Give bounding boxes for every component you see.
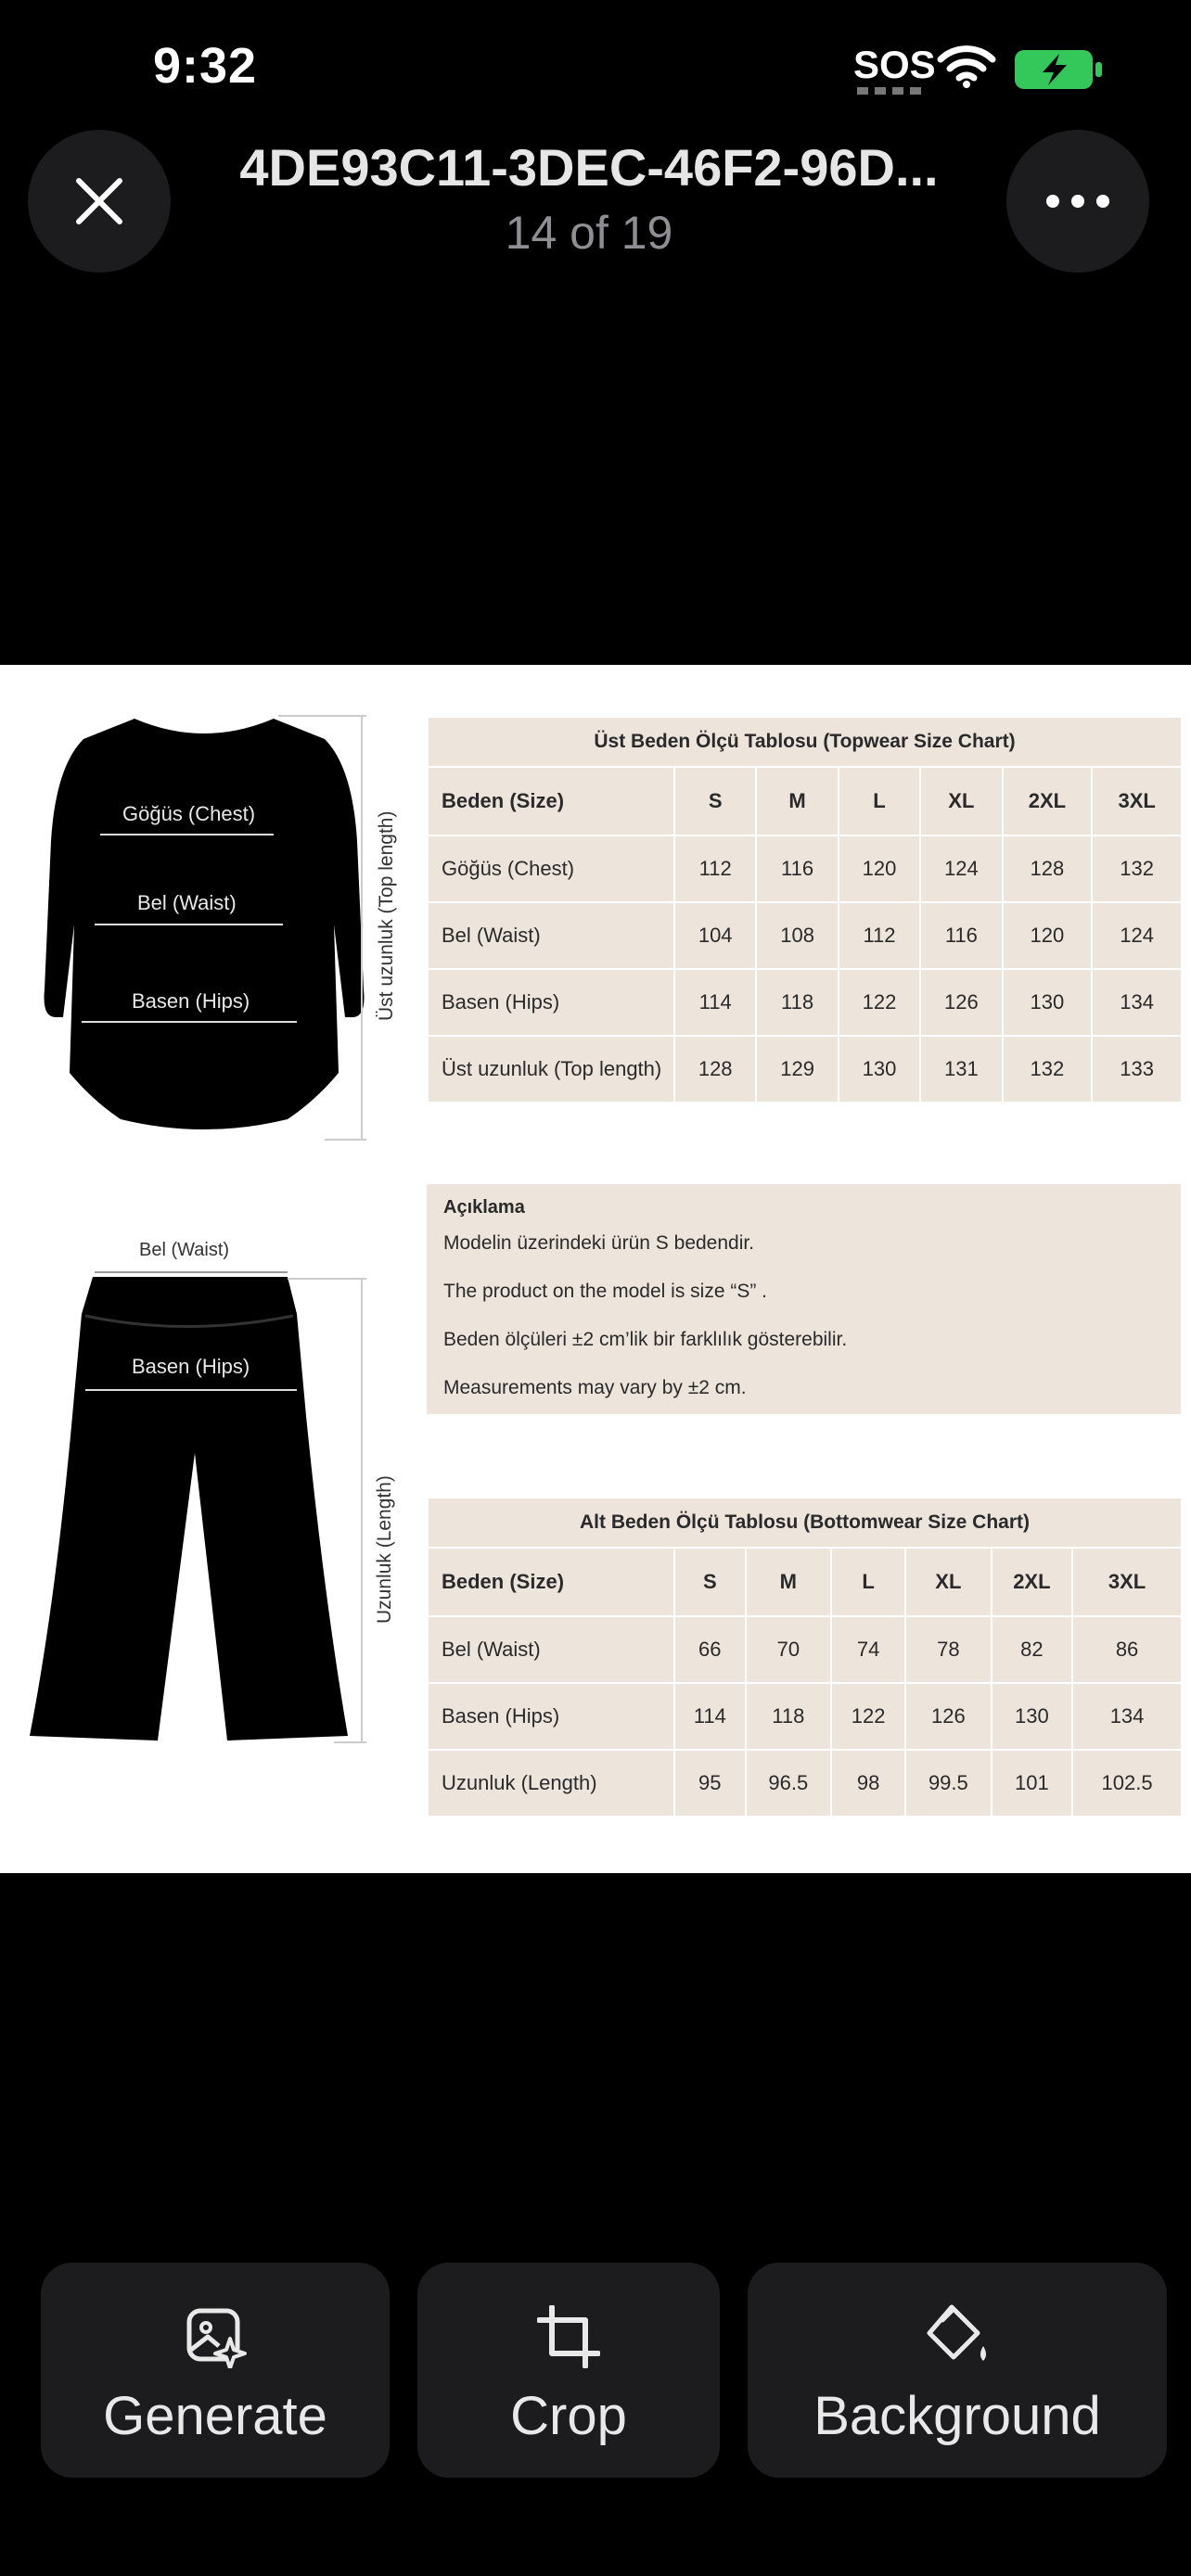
table-header-cell: M [756,767,838,835]
bottom-length-label: Uzunluk (Length) [374,1475,395,1624]
table-cell: 66 [674,1616,746,1683]
table-cell: 130 [839,1036,920,1103]
table-cell: 101 [992,1750,1072,1817]
table-row [428,1036,1182,1103]
background-button[interactable] [748,2263,1167,2478]
status-bar [0,0,1191,139]
table-header-cell: 3XL [1072,1548,1182,1616]
table-cell: 120 [839,835,920,902]
table-cell: 99.5 [905,1750,992,1817]
table-cell: 114 [674,1683,746,1750]
description-line: Beden ölçüleri ±2 cm’lik bir farklılık gösterebilir. [443,1329,848,1350]
table-cell: 98 [831,1750,905,1817]
table-header-cell: XL [920,767,1002,835]
photo-title: 4DE93C11-3DEC-46F2-96D... [239,138,939,197]
table-header-cell: Beden (Size) [428,767,674,835]
table-cell: Bel (Waist) [428,1616,674,1683]
table-row [428,1683,1182,1750]
photo-image[interactable] [0,665,1191,1873]
signal-dots-icon [857,87,922,95]
table-cell: 114 [674,969,756,1036]
table-cell: 96.5 [746,1750,832,1817]
description-line: Modelin üzerindeki ürün S bedendir. [443,1232,755,1254]
wifi-icon [937,45,996,89]
status-time: 9:32 [153,38,258,94]
table-row [428,835,1182,902]
table-header-cell: Beden (Size) [428,1548,674,1616]
table-cell: 102.5 [1072,1750,1182,1817]
table-header-cell: S [674,1548,746,1616]
description-box [427,1184,1181,1414]
table-header-cell: 3XL [1092,767,1182,835]
more-button[interactable] [1006,130,1149,273]
table-cell: 116 [920,902,1002,969]
table-cell: Basen (Hips) [428,1683,674,1750]
table-cell: 126 [905,1683,992,1750]
bottomwear-size-chart [427,1497,1183,1817]
table-header-cell: 2XL [1003,767,1093,835]
bottom-garment-illustration [19,1268,390,1750]
generate-label: Generate [103,2386,327,2446]
table-cell: 133 [1092,1036,1182,1103]
table-cell: 112 [674,835,756,902]
table-cell: 82 [992,1616,1072,1683]
table-header-cell: L [831,1548,905,1616]
table-cell: 104 [674,902,756,969]
table-cell: 124 [1092,902,1182,969]
chest-label: Göğüs (Chest) [122,802,256,825]
table-cell: 70 [746,1616,832,1683]
hips-label: Basen (Hips) [132,989,250,1013]
sos-indicator: SOS [853,43,936,86]
ellipsis-icon [1045,194,1110,209]
table-cell: 131 [920,1036,1002,1103]
table-cell: 118 [756,969,838,1036]
table-cell: 78 [905,1616,992,1683]
table-cell: 130 [992,1683,1072,1750]
image-sparkle-icon [184,2305,247,2368]
table-cell: 118 [746,1683,832,1750]
crop-icon [537,2305,600,2368]
background-label: Background [813,2386,1101,2446]
description-title: Açıklama [443,1197,525,1218]
table-header-cell: M [746,1548,832,1616]
table-cell: 122 [839,969,920,1036]
table-cell: 124 [920,835,1002,902]
description-line: Measurements may vary by ±2 cm. [443,1377,747,1398]
table-row [428,969,1182,1036]
table-header-cell: XL [905,1548,992,1616]
topwear-chart-caption: Üst Beden Ölçü Tablosu (Topwear Size Chart) [428,717,1182,767]
table-cell: 126 [920,969,1002,1036]
table-cell: 116 [756,835,838,902]
table-cell: 132 [1003,1036,1093,1103]
crop-button[interactable] [417,2263,720,2478]
crop-label: Crop [510,2386,627,2446]
table-cell: 112 [839,902,920,969]
table-cell: 134 [1092,969,1182,1036]
table-cell: 129 [756,1036,838,1103]
table-cell: Basen (Hips) [428,969,674,1036]
top-length-label: Üst uzunluk (Top length) [376,810,397,1021]
table-row [428,902,1182,969]
table-cell: Uzunluk (Length) [428,1750,674,1817]
table-cell: Göğüs (Chest) [428,835,674,902]
table-cell: Üst uzunluk (Top length) [428,1036,674,1103]
table-cell: 134 [1072,1683,1182,1750]
table-cell: 95 [674,1750,746,1817]
bottom-waist-label: Bel (Waist) [139,1240,230,1260]
waist-label: Bel (Waist) [137,891,237,914]
topwear-size-chart [427,716,1183,1103]
photo-counter: 14 of 19 [505,207,673,259]
battery-charging-icon [1013,48,1104,91]
table-cell: 120 [1003,902,1093,969]
close-button[interactable] [28,130,171,273]
bottomwear-chart-caption: Alt Beden Ölçü Tablosu (Bottomwear Size Chart) [428,1498,1182,1548]
table-header-cell: 2XL [992,1548,1072,1616]
table-cell: 132 [1092,835,1182,902]
table-cell: 74 [831,1616,905,1683]
description-line: The product on the model is size “S” . [443,1281,767,1302]
table-header-cell: S [674,767,756,835]
close-icon [73,175,125,227]
table-cell: 108 [756,902,838,969]
top-garment-illustration [19,711,390,1147]
bottom-hips-label: Basen (Hips) [132,1355,250,1378]
table-cell: 86 [1072,1616,1182,1683]
table-cell: Bel (Waist) [428,902,674,969]
table-row [428,1616,1182,1683]
table-header-cell: L [839,767,920,835]
table-row [428,1750,1182,1817]
table-cell: 128 [1003,835,1093,902]
table-cell: 122 [831,1683,905,1750]
table-cell: 128 [674,1036,756,1103]
table-cell: 130 [1003,969,1093,1036]
generate-button[interactable] [41,2263,390,2478]
paint-bucket-icon [924,2303,991,2370]
